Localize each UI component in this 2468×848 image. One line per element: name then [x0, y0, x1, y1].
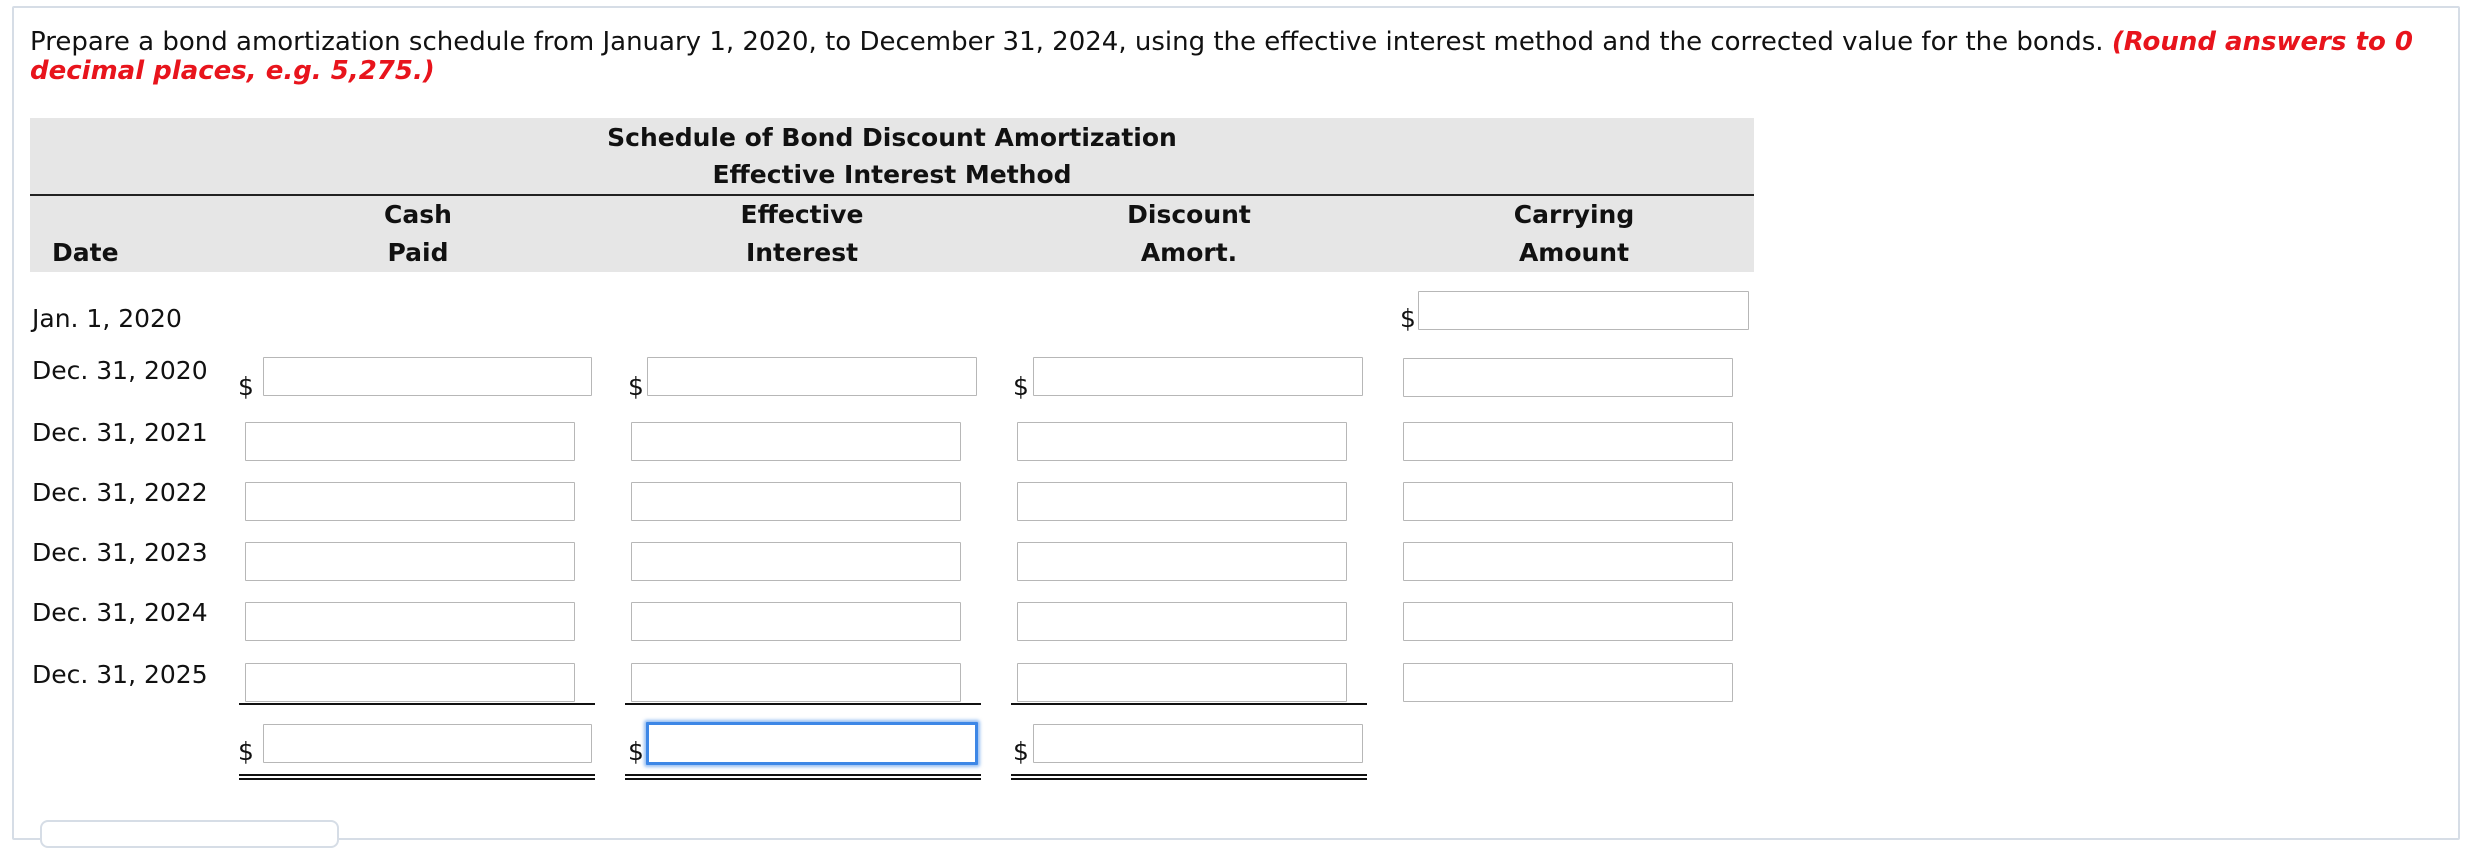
cash-paid-input[interactable] [245, 482, 575, 521]
discount-amort-input[interactable] [1017, 422, 1347, 461]
col-header-date: Date [52, 238, 119, 267]
currency-symbol: $ [238, 737, 254, 766]
cash-paid-input[interactable] [245, 542, 575, 581]
subtotal-line [1011, 703, 1367, 705]
row-date: Dec. 31, 2023 [32, 538, 208, 567]
cash-paid-input[interactable] [245, 422, 575, 461]
total-discount-amort-input[interactable] [1033, 724, 1363, 763]
col-header-effective-interest-2: Interest [745, 238, 859, 267]
currency-symbol: $ [1013, 372, 1029, 401]
col-header-discount-amort-1: Discount [1127, 200, 1251, 229]
discount-amort-input[interactable] [1017, 482, 1347, 521]
total-double-line [625, 774, 981, 780]
row-date: Jan. 1, 2020 [32, 304, 182, 333]
currency-symbol: $ [628, 372, 644, 401]
carrying-amount-input[interactable] [1418, 291, 1749, 330]
cash-paid-input[interactable] [245, 602, 575, 641]
carrying-amount-input[interactable] [1403, 358, 1733, 397]
col-header-carrying-amount-1: Carrying [1513, 200, 1635, 229]
rounding-note: (Round answers to 0 decimal places, e.g. 5,275.) [30, 27, 2413, 86]
discount-amort-input[interactable] [1017, 602, 1347, 641]
header-divider [30, 194, 1754, 196]
total-double-line [239, 774, 595, 780]
carrying-amount-input[interactable] [1403, 542, 1733, 581]
table-subtitle: Effective Interest Method [712, 160, 1072, 189]
effective-interest-input[interactable] [631, 663, 961, 702]
discount-amort-input[interactable] [1017, 663, 1347, 702]
carrying-amount-input[interactable] [1403, 482, 1733, 521]
row-date: Dec. 31, 2024 [32, 598, 208, 627]
row-date: Dec. 31, 2021 [32, 418, 208, 447]
table-title: Schedule of Bond Discount Amortization [607, 123, 1177, 152]
col-header-effective-interest-1: Effective [740, 200, 864, 229]
effective-interest-input[interactable] [631, 482, 961, 521]
carrying-amount-input[interactable] [1403, 602, 1733, 641]
effective-interest-input[interactable] [631, 422, 961, 461]
instructions [30, 28, 2430, 86]
currency-symbol: $ [1400, 304, 1416, 333]
currency-symbol: $ [628, 737, 644, 766]
col-header-cash-paid-2: Paid [387, 238, 449, 267]
carrying-amount-input[interactable] [1403, 422, 1733, 461]
carrying-amount-input[interactable] [1403, 663, 1733, 702]
discount-amort-input[interactable] [1017, 542, 1347, 581]
currency-symbol: $ [1013, 737, 1029, 766]
col-header-discount-amort-2: Amort. [1140, 238, 1238, 267]
effective-interest-input[interactable] [631, 602, 961, 641]
instructions-text: Prepare a bond amortization schedule from January 1, 2020, to December 31, 2024, using the effective interest method and the corrected value for the bonds. [30, 27, 2104, 57]
total-cash-paid-input[interactable] [263, 724, 592, 763]
row-date: Dec. 31, 2025 [32, 660, 208, 689]
total-effective-interest-input[interactable] [646, 722, 978, 765]
bottom-panel-tab[interactable] [40, 820, 339, 848]
discount-amort-input[interactable] [1033, 357, 1363, 396]
cash-paid-input[interactable] [263, 357, 592, 396]
col-header-carrying-amount-2: Amount [1518, 238, 1630, 267]
effective-interest-input[interactable] [631, 542, 961, 581]
row-date: Dec. 31, 2022 [32, 478, 208, 507]
currency-symbol: $ [238, 372, 254, 401]
cash-paid-input[interactable] [245, 663, 575, 702]
col-header-cash-paid-1: Cash [384, 200, 452, 229]
subtotal-line [625, 703, 981, 705]
row-date: Dec. 31, 2020 [32, 356, 208, 385]
effective-interest-input[interactable] [647, 357, 977, 396]
subtotal-line [239, 703, 595, 705]
total-double-line [1011, 774, 1367, 780]
